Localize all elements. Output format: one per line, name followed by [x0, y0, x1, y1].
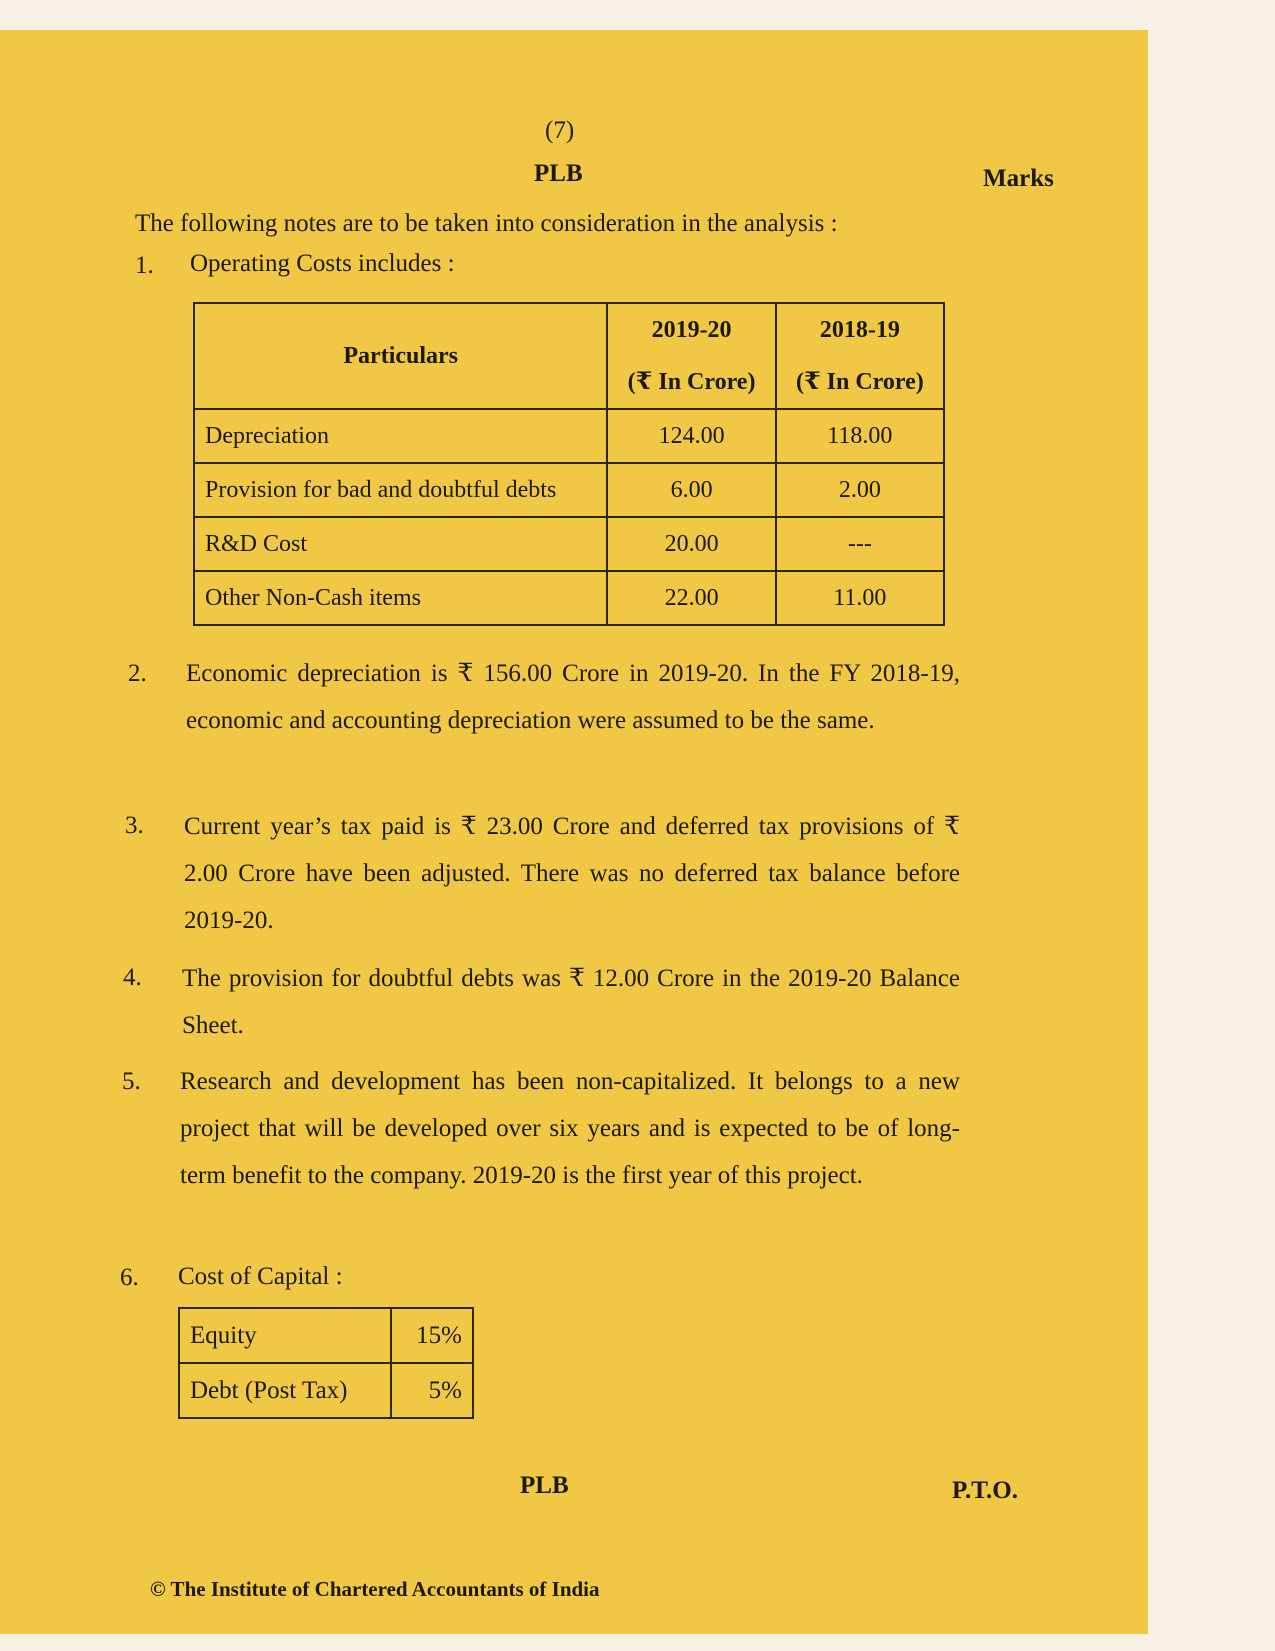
unit-label: (₹ In Crore): [795, 369, 924, 395]
table-row: [194, 517, 944, 571]
note-text-4: The provision for doubtful debts was ₹ 12.00 Crore in the 2019-20 Balance Sheet.: [182, 965, 960, 1039]
value-2018-19-cell: 11.00: [776, 571, 944, 625]
table-row: [179, 1363, 473, 1418]
note-text-1: Operating Costs includes :: [190, 250, 455, 277]
page-number: (7): [545, 117, 575, 144]
note-text-6: Cost of Capital :: [178, 1263, 343, 1290]
note-number-1: 1.: [135, 252, 154, 279]
value-2018-19-cell: ---: [776, 517, 944, 571]
value-2019-20-cell: 124.00: [607, 409, 775, 463]
rate-cell: 5%: [391, 1363, 473, 1418]
value-2018-19-cell: 2.00: [776, 463, 944, 517]
table-row: [194, 571, 944, 625]
value-2019-20-cell: 22.00: [607, 571, 775, 625]
note-number-6: 6.: [120, 1264, 139, 1291]
capital-source-cell: Equity: [179, 1308, 391, 1363]
particular-cell: Depreciation: [194, 409, 607, 463]
value-2019-20-cell: 20.00: [607, 517, 775, 571]
note-number-4: 4.: [123, 964, 142, 991]
cost-of-capital-table: [178, 1307, 474, 1419]
operating-costs-table: [193, 302, 945, 626]
table-row: [179, 1308, 473, 1363]
note-number-3: 3.: [125, 812, 144, 839]
capital-source-cell: Debt (Post Tax): [179, 1363, 391, 1418]
particular-cell: R&D Cost: [194, 517, 607, 571]
table-header-row: [194, 303, 944, 409]
note-number-5: 5.: [122, 1068, 141, 1095]
note-number-2: 2.: [128, 660, 147, 687]
year-2018-19-header: [776, 303, 944, 409]
particulars-header: Particulars: [194, 303, 607, 409]
year-2019-20-header: [607, 303, 775, 409]
table-row: [194, 463, 944, 517]
table-row: [194, 409, 944, 463]
particular-cell: Other Non-Cash items: [194, 571, 607, 625]
rate-cell: 15%: [391, 1308, 473, 1363]
note-text-3: Current year’s tax paid is ₹ 23.00 Crore and deferred tax provisions of ₹ 2.00 Crore have been adjusted. There was no deferred tax balance before 2019-20.: [184, 813, 960, 934]
paper-code-header: PLB: [534, 160, 583, 187]
pto-label: P.T.O.: [952, 1477, 1018, 1504]
year-label: 2019-20: [651, 317, 732, 343]
copyright-notice: © The Institute of Chartered Accountants of India: [150, 1577, 600, 1601]
note-text-2: Economic depreciation is ₹ 156.00 Crore in 2019-20. In the FY 2018-19, economic and accounting depreciation were assumed to be the same.: [186, 660, 960, 734]
paper-code-footer: PLB: [520, 1472, 569, 1499]
value-2018-19-cell: 118.00: [776, 409, 944, 463]
particular-cell: Provision for bad and doubtful debts: [194, 463, 607, 517]
value-2019-20-cell: 6.00: [607, 463, 775, 517]
year-label: 2018-19: [819, 317, 900, 343]
marks-label: Marks: [983, 165, 1054, 192]
note-text-5: Research and development has been non-capitalized. It belongs to a new project that will be developed over six years and is expected to be of long-term benefit to the company. 2019-20 is the first year of this project.: [180, 1068, 960, 1189]
unit-label: (₹ In Crore): [627, 369, 756, 395]
intro-text: The following notes are to be taken into consideration in the analysis :: [135, 210, 838, 237]
